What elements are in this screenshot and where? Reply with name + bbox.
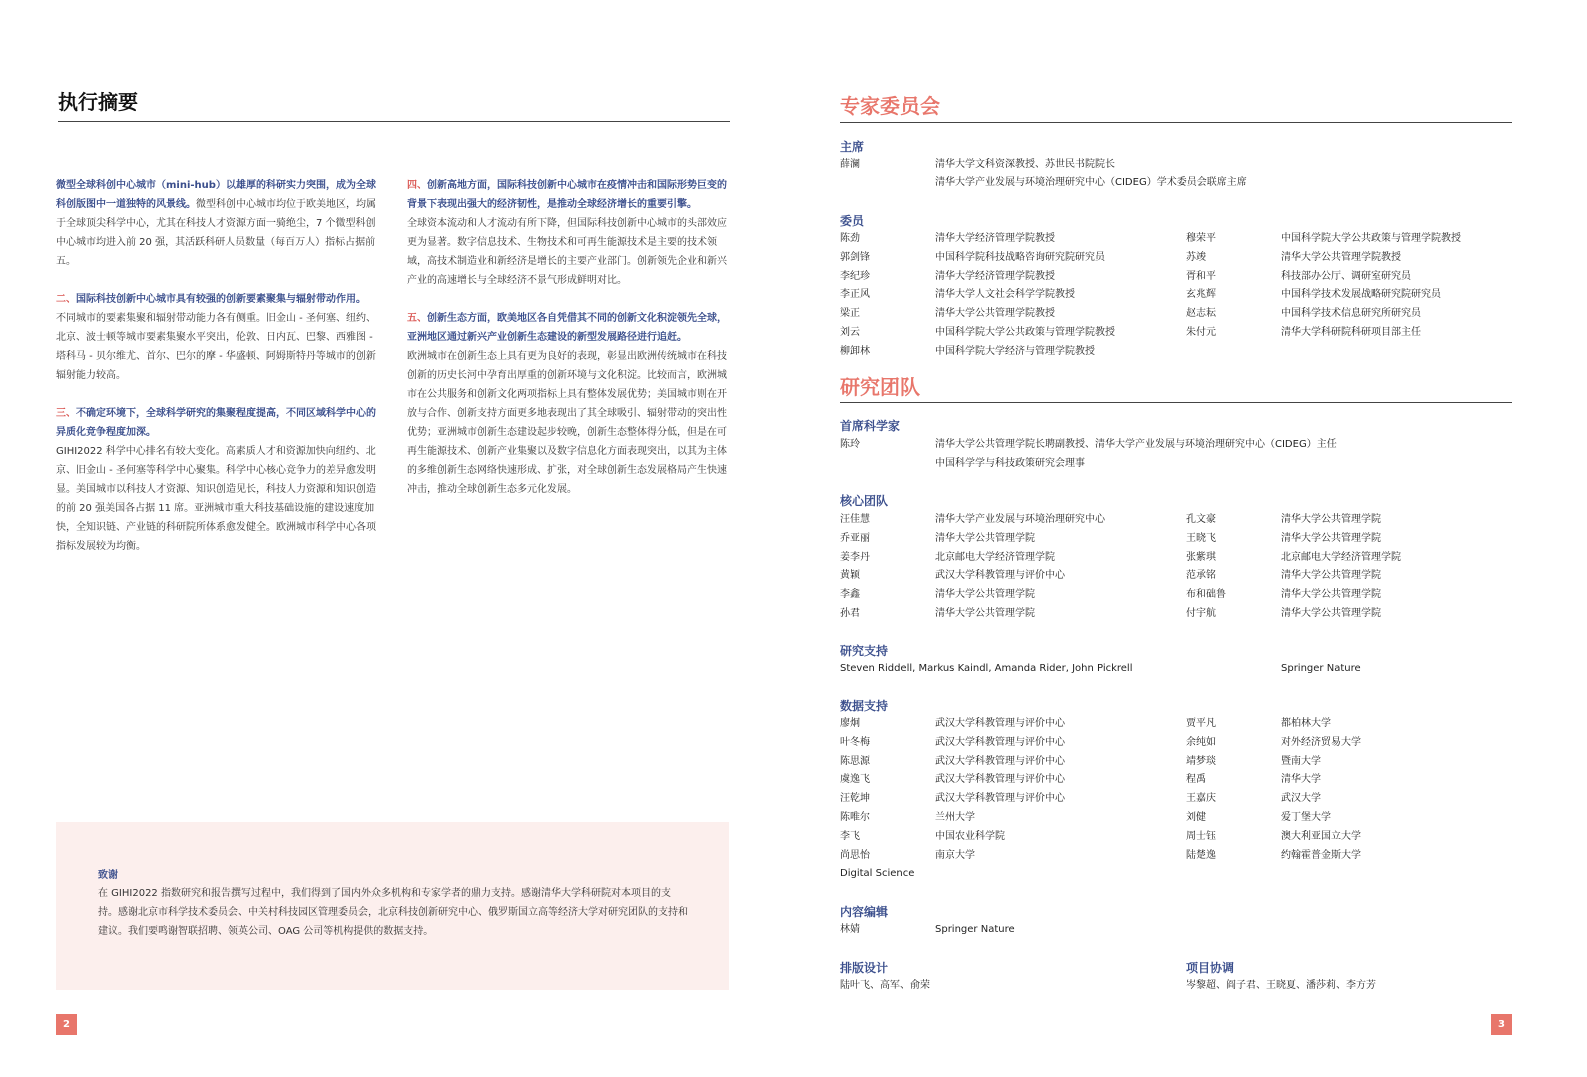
expert-committee-title: 专家委员会 <box>840 94 940 118</box>
member-name-right: 朱付元 <box>1186 327 1216 338</box>
data-support-member-name-right: 陆楚逸 <box>1186 849 1216 861</box>
chief-scientist-affiliation-2: 中国科学学与科技政策研究会理事 <box>935 458 1085 469</box>
member-name-left: 李正风 <box>840 289 870 301</box>
core-member-affiliation-right: 清华大学公共管理学院 <box>1281 608 1381 619</box>
core-member-name-right: 孔文豪 <box>1186 514 1216 525</box>
member-name-right: 胥和平 <box>1186 270 1216 282</box>
data-support-member-name-left: 尚思怡 <box>840 849 870 861</box>
core-member-name-right: 范承铭 <box>1186 570 1216 582</box>
summary-column-right <box>407 176 729 518</box>
core-member-affiliation-right: 清华大学公共管理学院 <box>1281 589 1381 601</box>
data-support-member-affiliation-right: 武汉大学 <box>1281 793 1321 805</box>
member-affiliation-left: 中国科学院科技战略咨询研究院研究员 <box>935 251 1105 263</box>
core-member-name-right: 王晓飞 <box>1186 532 1216 544</box>
data-support-member-name-right: 贾平凡 <box>1186 718 1216 729</box>
data-support-member-name-left: 廖炯 <box>840 718 860 729</box>
content-editor-name: 林婧 <box>840 924 860 935</box>
core-member-name-left: 汪佳慧 <box>840 514 870 525</box>
summary-point-4-heading: 创新高地方面，国际科技创新中心城市在疫情冲击和国际形势巨变的背景下表现出强大的经济韧性，是推动全球经济增长的重要引擎。 <box>407 180 727 210</box>
data-support-member-name-left: 李飞 <box>840 830 860 842</box>
member-name-left: 李纪珍 <box>840 270 870 282</box>
data-support-member-affiliation-right: 约翰霍普金斯大学 <box>1281 849 1361 861</box>
summary-point-2 <box>56 290 378 385</box>
data-support-member-name-left: 虞逸飞 <box>840 774 870 786</box>
data-support-member-name-left: 陈思源 <box>840 755 870 767</box>
chair-affiliation-2: 清华大学产业发展与环境治理研究中心（CIDEG）学术委员会联席主席 <box>935 177 1247 188</box>
data-support-member-name-right: 刘健 <box>1186 812 1206 823</box>
summary-point-1 <box>56 176 378 271</box>
layout-design-label: 排版设计 <box>840 961 889 975</box>
member-name-right: 赵志耘 <box>1186 308 1216 320</box>
member-affiliation-left: 清华大学公共管理学院教授 <box>935 308 1055 320</box>
summary-point-3-text: GIHI2022 科学中心排名有较大变化。高素质人才和资源加快向纽约、北京、旧金山 - 圣何塞等科学中心聚集。科学中心核心竞争力的差异愈发明显。美国城市以科技人才资源、知识创造见长，科技人力资源和知识创造的前 20 强美国各占据 11 席。亚洲城市重大科技基础设施的建设速度加快，全知识链、产业链的科研院所体系愈发健全。欧洲城市科学中心各项指标发展较为均衡。 <box>56 446 376 552</box>
chair-name: 薛澜 <box>840 159 860 170</box>
member-name-left: 陈劲 <box>840 233 860 244</box>
summary-point-2-heading: 国际科技创新中心城市具有较强的创新要素聚集与辐射带动作用。 <box>76 294 366 305</box>
summary-point-5-number: 五、 <box>407 313 427 324</box>
data-support-member-affiliation-right: 澳大利亚国立大学 <box>1281 830 1361 842</box>
member-name-right: 穆荣平 <box>1186 233 1216 244</box>
data-support-member-affiliation-left: 兰州大学 <box>935 812 975 823</box>
core-member-affiliation-left: 清华大学产业发展与环境治理研究中心 <box>935 514 1105 525</box>
core-member-name-left: 乔亚丽 <box>840 532 870 544</box>
summary-point-5-heading: 创新生态方面，欧美地区各自凭借其不同的创新文化积淀领先全球，亚洲地区通过新兴产业创新生态建设的新型发展路径进行追赶。 <box>407 313 727 343</box>
page-number-right: 3 <box>1491 1014 1512 1035</box>
data-support-member-name-left: 叶冬梅 <box>840 736 870 748</box>
member-name-left: 刘云 <box>840 327 860 338</box>
member-name-right: 玄兆辉 <box>1186 289 1216 301</box>
summary-column-left <box>56 176 378 575</box>
summary-point-4 <box>407 176 729 290</box>
data-support-member-affiliation-right: 爱丁堡大学 <box>1281 812 1331 823</box>
summary-point-1-heading: 微型全球科创中心城市（mini-hub）以雄厚的科研实力突围，成为全球科创版图中一道独特的风景线。 <box>56 180 376 210</box>
summary-point-1-text: 微型科创中心城市均位于欧美地区，均属于全球顶尖科学中心，尤其在科技人才资源方面一骑绝尘，7 个微型科创中心城市均进入前 20 强，其活跃科研人员数量（每百万人）指标占据前五。 <box>56 199 376 267</box>
member-name-right: 苏竣 <box>1186 251 1206 263</box>
member-affiliation-left: 中国科学院大学经济与管理学院教授 <box>935 345 1095 357</box>
core-member-affiliation-right: 清华大学公共管理学院 <box>1281 570 1381 582</box>
summary-point-5 <box>407 309 729 499</box>
core-member-name-left: 姜李丹 <box>840 551 870 563</box>
team-divider <box>840 402 1512 403</box>
member-affiliation-right: 清华大学公共管理学院教授 <box>1281 251 1401 263</box>
title-divider <box>58 121 730 122</box>
member-name-left: 郭剑锋 <box>840 251 870 263</box>
core-member-affiliation-left: 北京邮电大学经济管理学院 <box>935 551 1055 563</box>
data-support-member-affiliation-left: 武汉大学科教管理与评价中心 <box>935 736 1065 748</box>
member-affiliation-right: 科技部办公厅、调研室研究员 <box>1281 270 1411 282</box>
chief-scientist-label: 首席科学家 <box>840 419 901 433</box>
chief-scientist-affiliation-1: 清华大学公共管理学院长聘副教授、清华大学产业发展与环境治理研究中心（CIDEG）主任 <box>935 439 1337 450</box>
data-support-member-affiliation-right: 对外经济贸易大学 <box>1281 736 1361 748</box>
data-support-member-name-right: 余纯如 <box>1186 736 1216 748</box>
expert-divider <box>840 122 1512 123</box>
core-member-affiliation-left: 武汉大学科教管理与评价中心 <box>935 570 1065 582</box>
project-coordination-label: 项目协调 <box>1186 961 1235 975</box>
member-affiliation-left: 清华大学经济管理学院教授 <box>935 233 1055 244</box>
summary-point-3-heading: 不确定环境下，全球科学研究的集聚程度提高，不同区域科学中心的异质化竞争程度加深。 <box>56 408 376 438</box>
core-team-label: 核心团队 <box>840 494 889 508</box>
summary-point-4-text: 全球资本流动和人才流动有所下降，但国际科技创新中心城市的头部效应更为显著。数字信息技术、生物技术和可再生能源技术是主要的技术领域，高技术制造业和新经济是增长的主要产业部门。创新领先企业和新兴产业的高速增长与全球经济不景气形成鲜明对比。 <box>407 218 727 286</box>
data-support-member-affiliation-right: 清华大学 <box>1281 774 1321 786</box>
page-title-summary: 执行摘要 <box>58 90 138 114</box>
member-affiliation-right: 中国科学技术信息研究所研究员 <box>1281 308 1421 320</box>
layout-design-names: 陆叶飞、高军、俞荣 <box>840 980 930 991</box>
core-member-affiliation-left: 清华大学公共管理学院 <box>935 532 1035 544</box>
summary-point-2-text: 不同城市的要素集聚和辐射带动能力各有侧重。旧金山 - 圣何塞、纽约、北京、波士顿等城市要素集聚水平突出，伦敦、日内瓦、巴黎、西雅图 - 塔科马 - 贝尔维尤、首尔、巴尔的摩 - 华盛顿、阿姆斯特丹等城市的创新辐射能力较高。 <box>56 313 376 381</box>
data-support-member-affiliation-left: 武汉大学科教管理与评价中心 <box>935 793 1065 805</box>
chief-scientist-name: 陈玲 <box>840 439 860 450</box>
member-affiliation-right: 中国科学院大学公共政策与管理学院教授 <box>1281 233 1461 244</box>
members-label: 委员 <box>840 214 865 228</box>
member-name-left: 柳卸林 <box>840 345 870 357</box>
core-member-affiliation-left: 清华大学公共管理学院 <box>935 589 1035 601</box>
core-member-name-right: 付宇航 <box>1186 608 1216 619</box>
data-support-member-name-right: 王嘉庆 <box>1186 793 1216 805</box>
core-member-name-right: 布和础鲁 <box>1186 589 1226 601</box>
data-support-member-name-left: 陈唯尔 <box>840 812 870 823</box>
core-member-name-left: 孙君 <box>840 608 860 619</box>
member-name-left: 梁正 <box>840 308 860 320</box>
research-team-title: 研究团队 <box>840 375 920 399</box>
member-affiliation-left: 清华大学经济管理学院教授 <box>935 270 1055 282</box>
data-support-member-affiliation-left: 武汉大学科教管理与评价中心 <box>935 774 1065 786</box>
chair-affiliation-1: 清华大学文科资深教授、苏世民书院院长 <box>935 159 1115 170</box>
summary-point-3-number: 三、 <box>56 408 76 419</box>
data-support-member-name-right: 周士钰 <box>1186 830 1216 842</box>
core-member-affiliation-left: 清华大学公共管理学院 <box>935 608 1035 619</box>
acknowledgement-title: 致谢 <box>98 870 118 881</box>
project-coordination-names: 岑黎超、阎子君、王晓夏、潘莎莉、李方芳 <box>1186 980 1376 991</box>
acknowledgement-text: 在 GIHI2022 指数研究和报告撰写过程中，我们得到了国内外众多机构和专家学者的鼎力支持。感谢清华大学科研院对本项目的支持。感谢北京市科学技术委员会、中关村科技园区管理委员会，北京科技创新研究中心、俄罗斯国立高等经济大学对研究团队的支持和建议。我们要鸣谢智联招聘、领英公司、OAG 公司等机构提供的数据支持。 <box>98 888 688 937</box>
research-support-org: Springer Nature <box>1281 663 1361 674</box>
core-member-name-left: 黄颖 <box>840 570 860 582</box>
content-editor-label: 内容编辑 <box>840 905 889 919</box>
summary-point-2-number: 二、 <box>56 294 76 305</box>
data-support-member-name-left: 汪乾坤 <box>840 793 870 805</box>
data-support-member-affiliation-left: 南京大学 <box>935 849 975 861</box>
data-support-member-name-right: 靖梦琰 <box>1186 755 1216 767</box>
member-affiliation-left: 中国科学院大学公共政策与管理学院教授 <box>935 327 1115 338</box>
data-support-member-affiliation-left: 中国农业科学院 <box>935 830 1005 842</box>
data-support-label: 数据支持 <box>840 699 889 713</box>
summary-point-5-text: 欧洲城市在创新生态上具有更为良好的表现，彰显出欧洲传统城市在科技创新的历史长河中孕育出厚重的创新环境与文化积淀。比较而言，欧洲城市在公共服务和创新文化两项指标上具有整体发展优势；美国城市则在开放与合作、创新支持方面更多地表现出了其全球吸引、辐射带动的突出性优势；亚洲城市创新生态建设起步较晚，创新生态整体得分低，但是在可再生能源技术、创新产业集聚以及数字信息化方面表现突出，以其为主体的多维创新生态网络快速形成、扩张，对全球创新生态发展格局产生快速冲击，推动全球创新生态多元化发展。 <box>407 351 727 495</box>
content-editor-org: Springer Nature <box>935 924 1015 935</box>
data-support-member-affiliation-left: 武汉大学科教管理与评价中心 <box>935 718 1065 729</box>
core-member-affiliation-right: 清华大学公共管理学院 <box>1281 532 1381 544</box>
chair-label: 主席 <box>840 140 865 154</box>
member-affiliation-left: 清华大学人文社会科学学院教授 <box>935 289 1075 301</box>
research-support-label: 研究支持 <box>840 644 889 658</box>
core-member-name-left: 李鑫 <box>840 589 860 601</box>
data-support-member-affiliation-left: 武汉大学科教管理与评价中心 <box>935 755 1065 767</box>
core-member-affiliation-right: 清华大学公共管理学院 <box>1281 514 1381 525</box>
member-affiliation-right: 清华大学科研院科研项目部主任 <box>1281 327 1421 338</box>
data-support-member-name-right: 程禹 <box>1186 774 1206 786</box>
summary-point-4-number: 四、 <box>407 180 427 191</box>
core-member-affiliation-right: 北京邮电大学经济管理学院 <box>1281 551 1401 563</box>
core-member-name-right: 张紫琪 <box>1186 551 1216 563</box>
data-support-member-name-left: Digital Science <box>840 868 915 880</box>
research-support-names: Steven Riddell, Markus Kaindl, Amanda Rider, John Pickrell <box>840 663 1133 674</box>
page-number-left: 2 <box>56 1014 77 1035</box>
member-affiliation-right: 中国科学技术发展战略研究院研究员 <box>1281 289 1441 301</box>
data-support-member-affiliation-right: 都柏林大学 <box>1281 718 1331 729</box>
summary-point-3 <box>56 404 378 556</box>
data-support-member-affiliation-right: 暨南大学 <box>1281 755 1321 767</box>
